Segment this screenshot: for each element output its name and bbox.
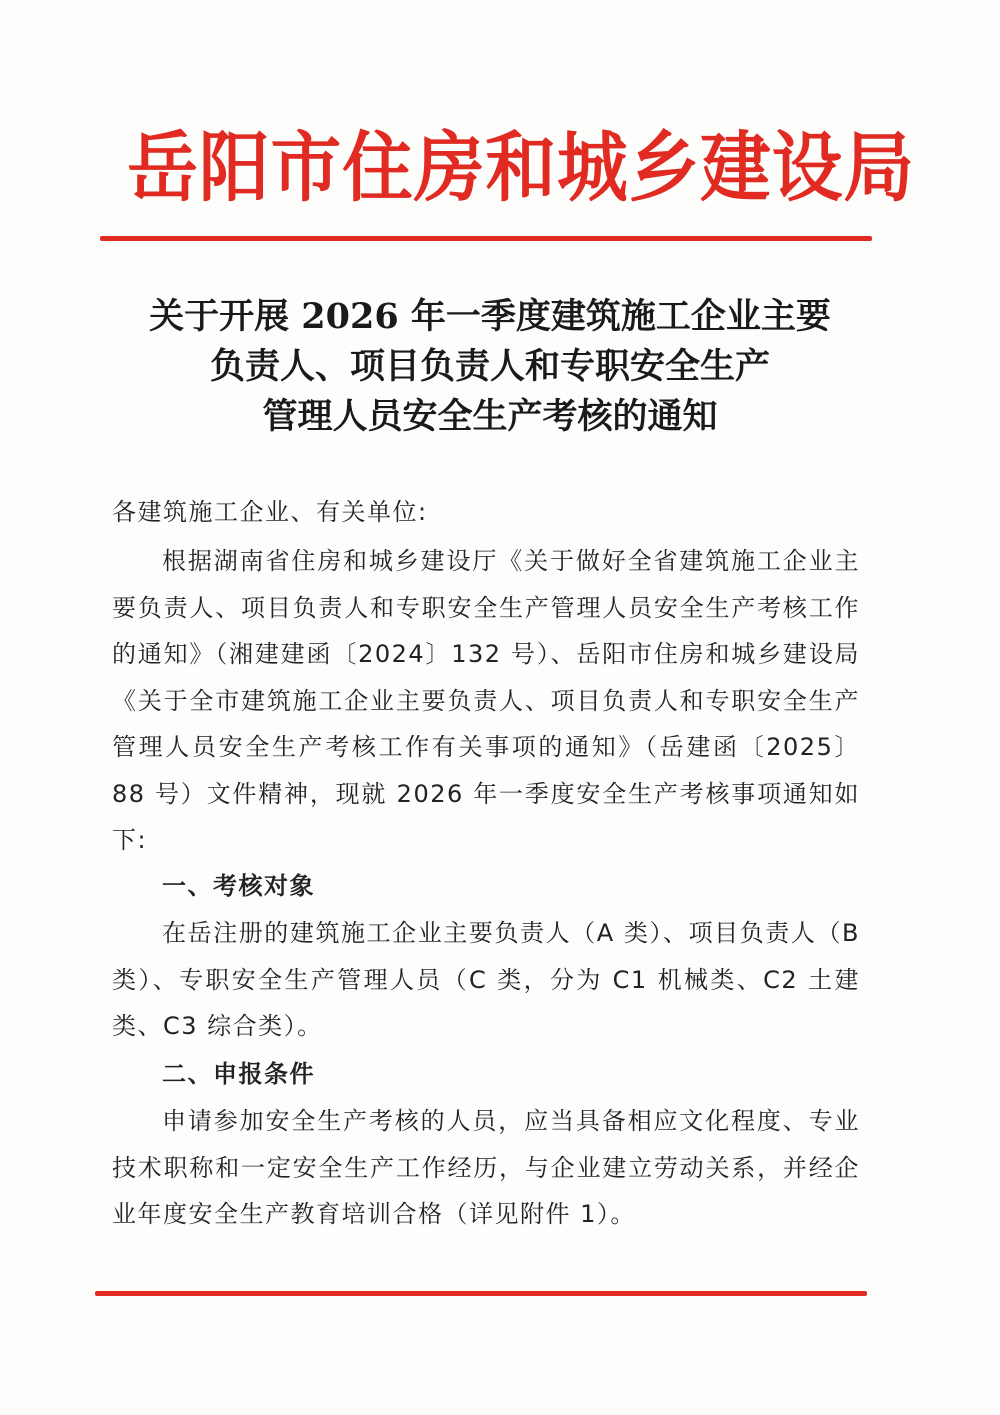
- section-heading-assessment-targets: 一、考核对象: [162, 872, 315, 900]
- issuing-authority-header: 岳阳市住房和城乡建设局: [127, 123, 916, 212]
- red-header-rule: [100, 236, 872, 241]
- document-title: [100, 292, 880, 442]
- title-line-1: 关于开展 2026 年一季度建筑施工企业主要: [149, 296, 831, 337]
- application-conditions-paragraph: 申请参加安全生产考核的人员，应当具备相应文化程度、专业技术职称和一定安全生产工作经历，与企业建立劳动关系，并经企业年度安全生产教育培训合格（详见附件 1）。: [112, 1107, 860, 1228]
- assessment-targets-paragraph: 在岳注册的建筑施工企业主要负责人（A 类）、项目负责人（B 类）、专职安全生产管理人员（C 类，分为 C1 机械类、C2 土建类、C3 综合类）。: [112, 919, 860, 1040]
- intro-paragraph: 根据湖南省住房和城乡建设厅《关于做好全省建筑施工企业主要负责人、项目负责人和专职安全生产管理人员安全生产考核工作的通知》（湘建建函〔2024〕132 号）、岳阳市住房和城乡建设局《关于全市建筑施工企业主要负责人、项目负责人和专职安全生产管理人员安全生产考核工作有关事项的通知》（岳建函〔2025〕88 号）文件精神，现就 2026 年一季度安全生产考核事项通知如下:: [112, 547, 860, 854]
- title-line-2: 负责人、项目负责人和专职安全生产: [209, 346, 770, 387]
- salutation: 各建筑施工企业、有关单位:: [112, 498, 428, 526]
- title-line-3: 管理人员安全生产考核的通知: [262, 396, 718, 437]
- section-heading-application-conditions: 二、申报条件: [162, 1060, 315, 1088]
- red-footer-rule: [95, 1291, 867, 1296]
